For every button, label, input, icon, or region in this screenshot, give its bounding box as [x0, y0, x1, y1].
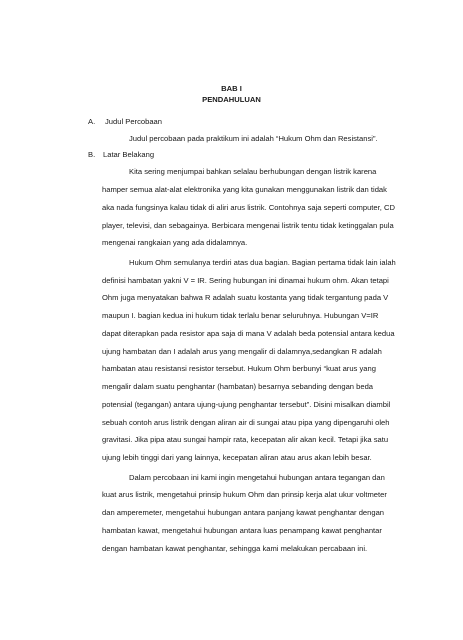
paragraph-line: hamper semua alat-alat elektronika yang kita gunakan menggunakan listrik dan tidak: [102, 185, 387, 194]
paragraph-line: potensial (tegangan) antara ujung-ujung penghantar tersebut”. Disini misalkan diambil: [102, 400, 391, 409]
paragraph-line: Dalam percobaan ini kami ingin mengetahui hubungan antara tegangan dan: [129, 473, 385, 482]
chapter-number: BAB I: [221, 84, 242, 93]
paragraph-line: Hukum Ohm semulanya terdiri atas dua bagian. Bagian pertama tidak lain ialah: [129, 258, 396, 267]
section-a-marker: A.: [88, 117, 96, 126]
paragraph-line: player, televisi, dan sebagainya. Berbicara mengenai listrik tentu tidak ketinggalan pula: [102, 221, 394, 230]
paragraph-line: Kita sering menjumpai bahkan selalau berhubungan dengan listrik karena: [129, 167, 377, 176]
paragraph-line: hambatan atau resistansi resistor tersebut. Hukum Ohm berbunyi “kuat arus yang: [102, 364, 376, 373]
paragraph-line: ujung hambatan dan I adalah arus yang mengalir di dalamnya,sedangkan R adalah: [102, 347, 382, 356]
paragraph-line: sebuah contoh arus listrik dengan aliran air di sungai atau pipa yang dipengaruhi oleh: [102, 418, 390, 427]
paragraph-line: dengan hambatan kawat penghantar, sehingga kami melakukan percabaan ini.: [102, 544, 368, 553]
section-b-title: Latar Belakang: [103, 150, 155, 159]
paragraph-line: definisi hambatan yakni V = IR. Sering hubungan ini dinamai hukum ohm. Akan tetapi: [102, 276, 389, 285]
paragraph-line: aka nada fungsinya kalau tidak di aliri arus listrik. Contohnya saja seperti computer, CD: [102, 203, 395, 212]
paragraph-line: dan amperemeter, mengetahui hubungan antara panjang kawat penghantar dengan: [102, 508, 385, 517]
chapter-title: PENDAHULUAN: [202, 95, 261, 104]
section-b-marker: B.: [88, 150, 96, 159]
section-a-text: Judul percobaan pada praktikum ini adalah “Hukum Ohm dan Resistansi”.: [129, 134, 378, 143]
paragraph-line: maupun I. bagian kedua ini hukum tidak terlalu benar seluruhnya. Hubungan V=IR: [102, 311, 379, 320]
section-a-title: Judul Percobaan: [105, 117, 162, 126]
paragraph-line: kuat arus listrik, mengetahui prinsip hukum Ohm dan prinsip kerja alat ukur voltmeter: [102, 490, 387, 499]
paragraph-line: gravitasi. Jika pipa atau sungai hampir rata, kecepatan alir akan kecil. Tetapi jika satu: [102, 435, 389, 444]
paragraph-line: hambatan kawat, mengetahui hubungan antara luas penampang kawat penghantar: [102, 526, 382, 535]
paragraph-line: Ohm juga menyatakan bahwa R adalah suatu kostanta yang tidak tergantung pada V: [102, 293, 389, 302]
paragraph-line: ujung lebih tinggi dari yang lainnya, kecepatan aliran atau arus akan lebih besar.: [102, 453, 372, 462]
paragraph-line: mengalir dalam suatu penghantar (hambatan) besarnya sebanding dengan beda: [102, 382, 374, 391]
paragraph-line: dapat diterapkan pada resistor apa saja di mana V adalah beda potensial antara kedua: [102, 329, 395, 338]
paragraph-line: mengenai rangkaian yang ada didalamnya.: [102, 238, 248, 247]
